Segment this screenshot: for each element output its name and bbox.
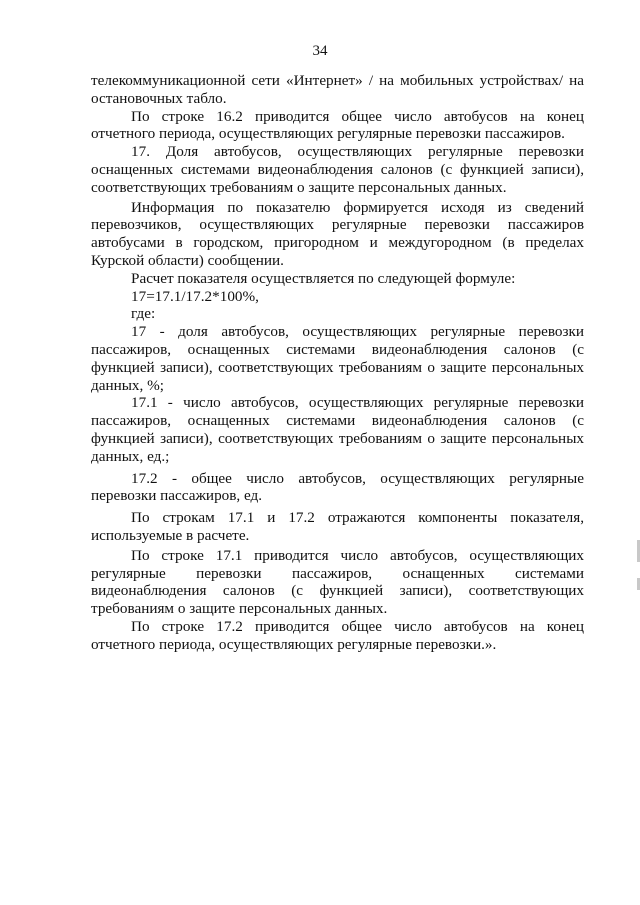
definition-17-2: 17.2 - общее число автобусов, осуществляющих регулярные перевозки пассажиров, ед. — [91, 469, 584, 505]
paragraph-components: По строкам 17.1 и 17.2 отражаются компоненты показателя, используемые в расчете. — [91, 509, 584, 544]
document-body — [91, 72, 584, 654]
page-number: 34 — [312, 43, 328, 59]
paragraph-line-17-2: По строке 17.2 приводится общее число автобусов на конец отчетного периода, осуществляющих регулярные перевозки.». — [91, 617, 584, 653]
paragraph-calculation-intro: Расчет показателя осуществляется по следующей формуле: — [131, 269, 516, 287]
definition-17-1: 17.1 - число автобусов, осуществляющих регулярные перевозки пассажиров, оснащенных системами видеонаблюдения салонов (с функцией записи), соответствующих требованиям о защите персональных данных, ед.; — [91, 394, 584, 465]
paragraph-indicator-17-title: 17. Доля автобусов, осуществляющих регулярные перевозки оснащенных системами видеонаблюдения салонов (с функцией записи), соответствующих требованиям о защите персональных данных. — [91, 143, 584, 196]
paragraph-line-17-1: По строке 17.1 приводится число автобусов, осуществляющих регулярные перевозки пассажиров, оснащенных системами видеонаблюдения салонов (с функцией записи), соответствующих требованиям о защите персональных данных. — [91, 546, 584, 618]
definition-17: 17 - доля автобусов, осуществляющих регулярные перевозки пассажиров, оснащенных системами видеонаблюдения салонов (с функцией записи), соответствующих требованиям о защите персональных данных, %; — [91, 323, 584, 394]
formula: 17=17.1/17.2*100%, — [131, 287, 259, 305]
paragraph-continuation: телекоммуникационной сети «Интернет» / на мобильных устройствах/ на остановочных табло. — [91, 72, 584, 107]
paragraph-information-source: Информация по показателю формируется исходя из сведений перевозчиков, осуществляющих регулярные перевозки пассажиров автобусами в городском, пригородном и междугородном (в пределах Курской области) сообщении. — [91, 198, 584, 269]
formula-where: где: — [131, 305, 156, 323]
paragraph-line-16-2: По строке 16.2 приводится общее число автобусов на конец отчетного периода, осуществляющих регулярные перевозки пассажиров. — [91, 107, 584, 143]
